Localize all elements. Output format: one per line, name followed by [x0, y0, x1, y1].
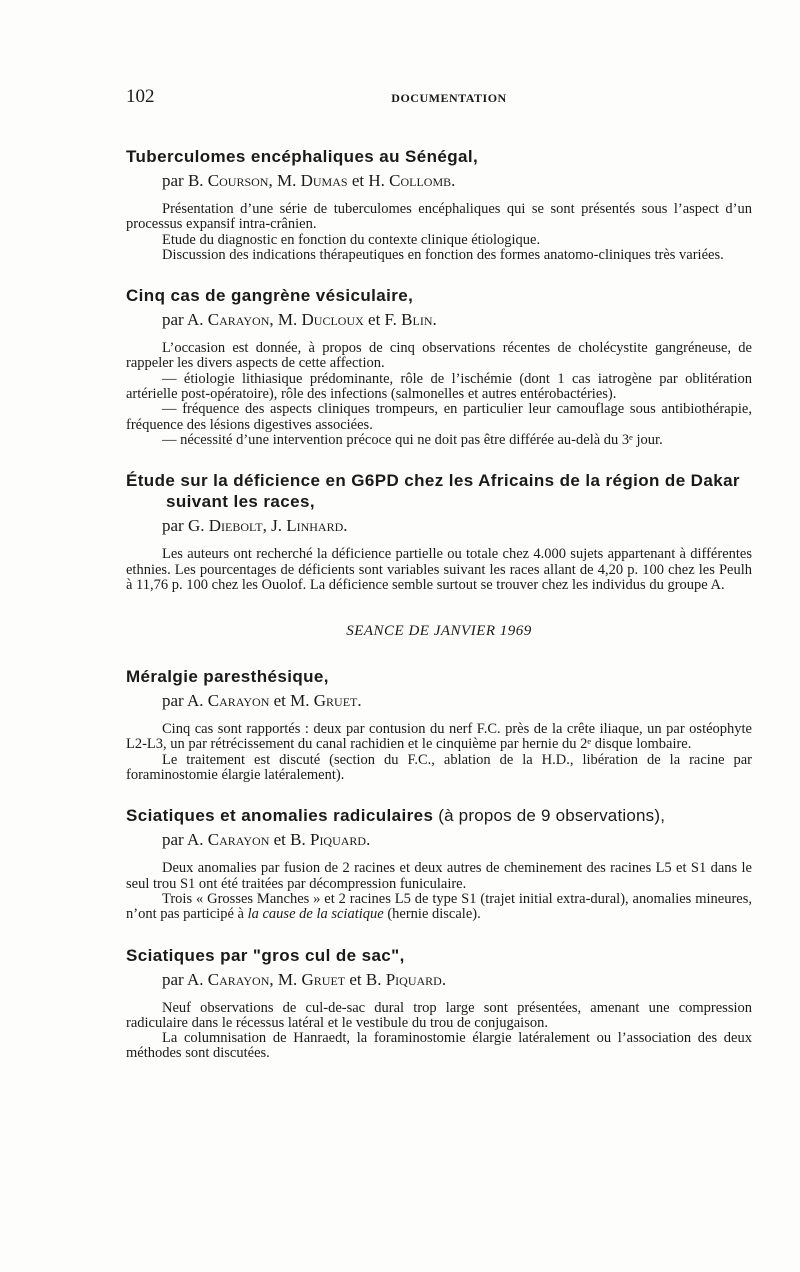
paragraph: L’occasion est donnée, à propos de cinq observations récentes de cholécystite gangréneuse, de rappeler les divers aspects de cette affection.: [126, 340, 752, 372]
session-heading: SEANCE DE JANVIER 1969: [346, 623, 532, 640]
paragraph: Etude du diagnostic en fonction du contexte clinique étiologique.: [162, 231, 541, 248]
article-title: Tuberculomes encéphaliques au Sénégal,: [126, 147, 479, 166]
article-authors: par A. Carayon, M. Gruet et B. Piquard.: [162, 969, 447, 989]
paragraph: Présentation d’une série de tuberculomes encéphaliques qui se sont présentés sous l’aspect d’un processus expansif intra-crânien.: [126, 201, 752, 233]
article-title: Sciatiques et anomalies radiculaires (à propos de 9 observations),: [126, 806, 666, 826]
page-header: [126, 86, 772, 110]
running-title: DOCUMENTATION: [391, 91, 507, 105]
article-title: Étude sur la déficience en G6PD chez les Africains de la région de Dakar suivant les races,: [126, 471, 740, 512]
article-2: [126, 285, 752, 448]
article-authors: par G. Diebolt, J. Linhard.: [162, 516, 348, 536]
article-4: [126, 666, 752, 783]
paragraph: Trois « Grosses Manches » et 2 racines L5 de type S1 (trajet initial extra-dural), anomalies mineures, n’ont pas participé à la cause de la sciatique (hernie discale).: [126, 890, 752, 923]
article-title: Cinq cas de gangrène vésiculaire,: [126, 286, 414, 306]
paragraph: — fréquence des aspects cliniques trompeurs, en particulier leur camouflage sous antibiothérapie, fréquence des lésions digestives associées.: [126, 401, 752, 433]
article-1: [126, 146, 752, 263]
content: [126, 146, 752, 1084]
article-title: Méralgie paresthésique,: [126, 667, 329, 687]
paragraph: La columnisation de Hanraedt, la foraminostomie élargie latéralement ou l’association des deux méthodes sont discutées.: [126, 1030, 752, 1062]
paragraph: Neuf observations de cul-de-sac dural trop large sont présentées, amenant une compression radiculaire dans le récessus latéral et le vestibule du trou de conjugaison.: [126, 999, 752, 1031]
paragraph: Cinq cas sont rapportés : deux par contusion du nerf F.C. près de la crête iliaque, un par ostéophyte L2-L3, un par rétrécissement du canal rachidien et le cinquième par hernie du 2ᵉ disque lombaire.: [126, 721, 752, 753]
article-authors: par A. Carayon et M. Gruet.: [162, 691, 362, 711]
paragraph: Les auteurs ont recherché la déficience partielle ou totale chez 4.000 sujets appartenant à différentes ethnies. Les pourcentages de déficients sont variables suivant les races allant de 4,20 p. 100 chez les Peulh à 11,76 p. 100 chez les Ouolof. La déficience semble surtout se trouver chez les individus du groupe A.: [126, 546, 752, 593]
article-5: [126, 805, 752, 922]
paragraph: — nécessité d’une intervention précoce qui ne doit pas être différée au-delà du 3ᵉ jour.: [162, 431, 663, 448]
article-3: [126, 470, 752, 593]
article-6: [126, 945, 752, 1062]
article-authors: par B. Courson, M. Dumas et H. Collomb.: [162, 171, 456, 190]
paragraph: — étiologie lithiasique prédominante, rôle de l’ischémie (dont 1 cas iatrogène par oblitération artérielle post-opératoire), rôle des infections (salmonelles et autres entérobactéries).: [126, 370, 752, 403]
article-authors: par A. Carayon, M. Ducloux et F. Blin.: [162, 310, 437, 330]
paragraph: Discussion des indications thérapeutiques en fonction des formes anatomo-cliniques très variées.: [162, 246, 724, 263]
page-number: 102: [126, 86, 155, 107]
paragraph: Deux anomalies par fusion de 2 racines et deux autres de cheminement des racines L5 et S1 dans le seul trou S1 ont été traitées par décompression funiculaire.: [126, 860, 752, 892]
article-title: Sciatiques par "gros cul de sac",: [126, 945, 405, 965]
paragraph: Le traitement est discuté (section du F.C., ablation de la H.D., libération de la racine par foraminostomie élargie latéralement).: [126, 751, 752, 784]
article-authors: par A. Carayon et B. Piquard.: [162, 830, 371, 850]
